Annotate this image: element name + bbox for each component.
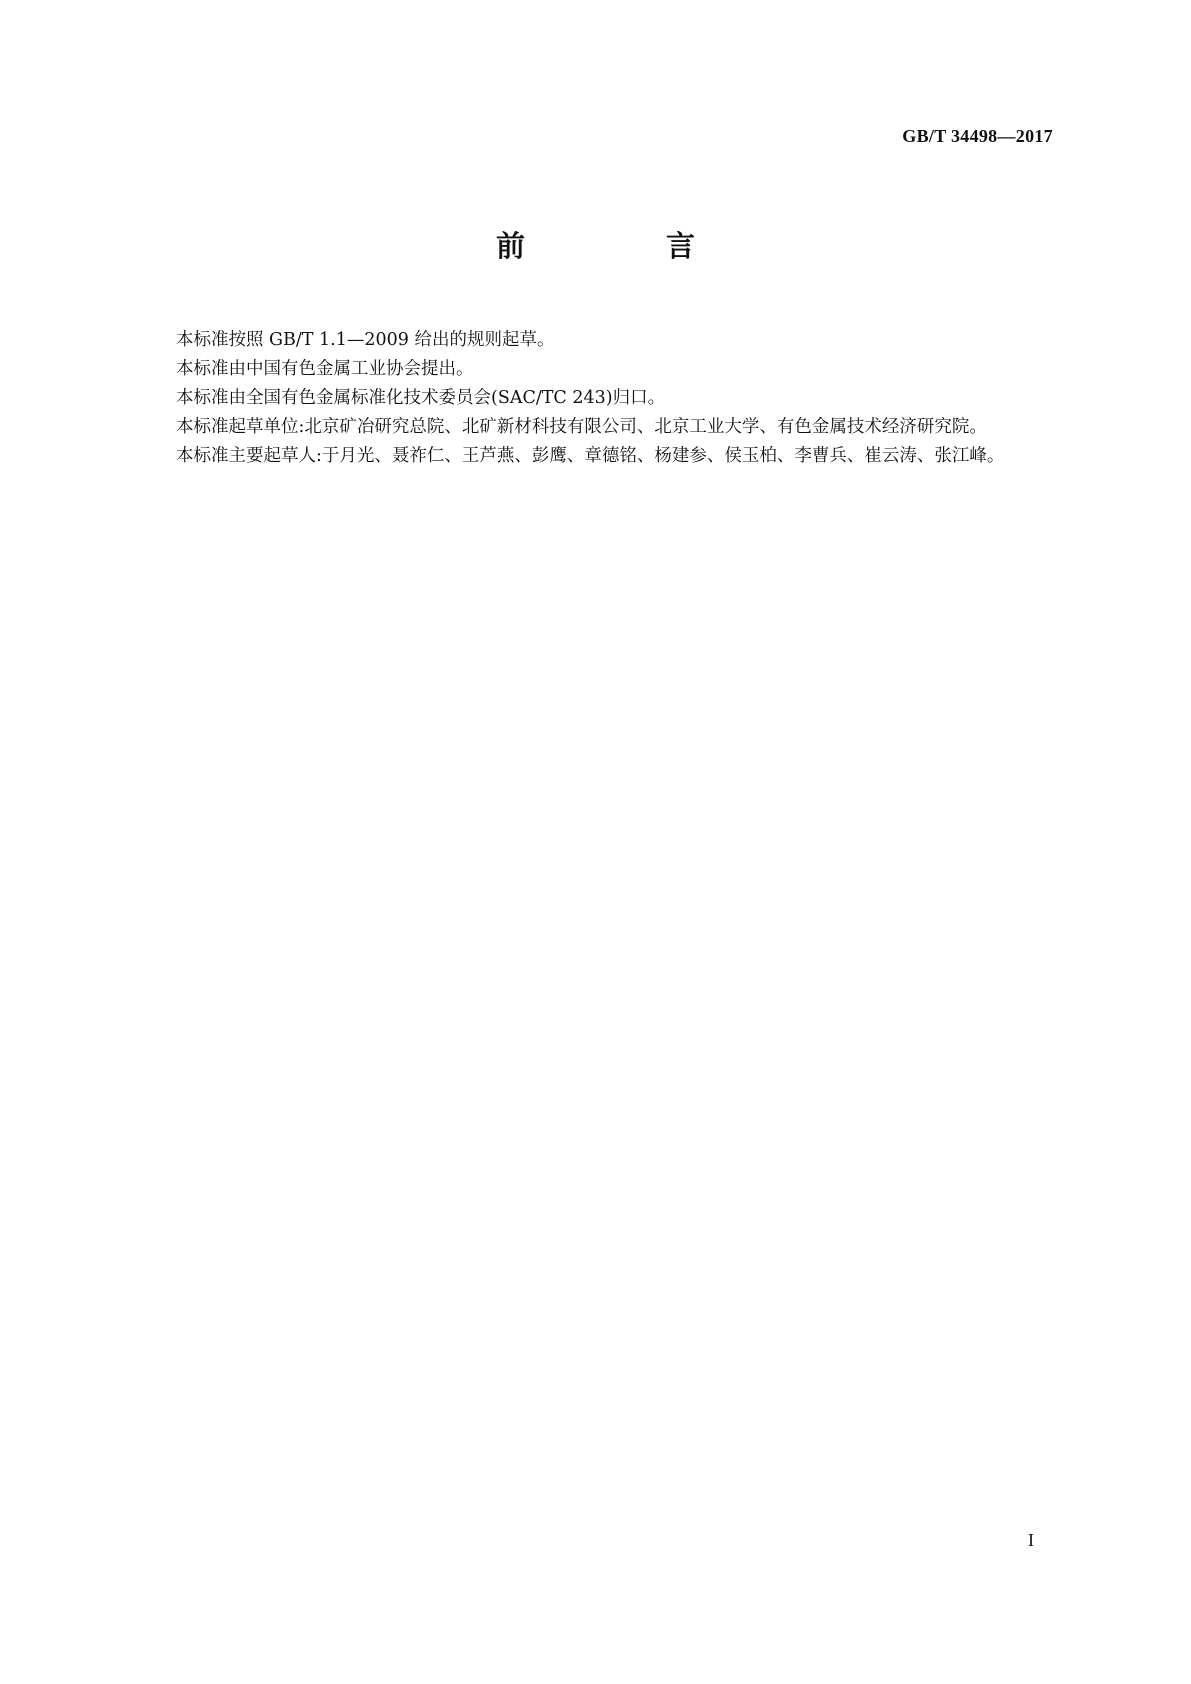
section-title: 前 言 xyxy=(495,229,751,263)
paragraph-drafting-rules: 本标准按照 GB/T 1.1—2009 给出的规则起草。 xyxy=(176,330,555,350)
paragraph-committee: 本标准由全国有色金属标准化技术委员会(SAC/TC 243)归口。 xyxy=(176,388,666,408)
paragraph-proposer: 本标准由中国有色金属工业协会提出。 xyxy=(176,359,474,379)
paragraph-drafters: 本标准主要起草人:于月光、聂祚仁、王芦燕、彭鹰、章德铭、杨建参、侯玉柏、李曹兵、崔云涛、张江峰。 xyxy=(176,446,1005,466)
foreword-body xyxy=(119,326,1065,471)
standard-code: GB/T 34498—2017 xyxy=(902,126,1053,146)
page-number: I xyxy=(1028,1530,1034,1550)
paragraph-drafting-units: 本标准起草单位:北京矿冶研究总院、北矿新材科技有限公司、北京工业大学、有色金属技术经济研究院。 xyxy=(176,417,987,437)
